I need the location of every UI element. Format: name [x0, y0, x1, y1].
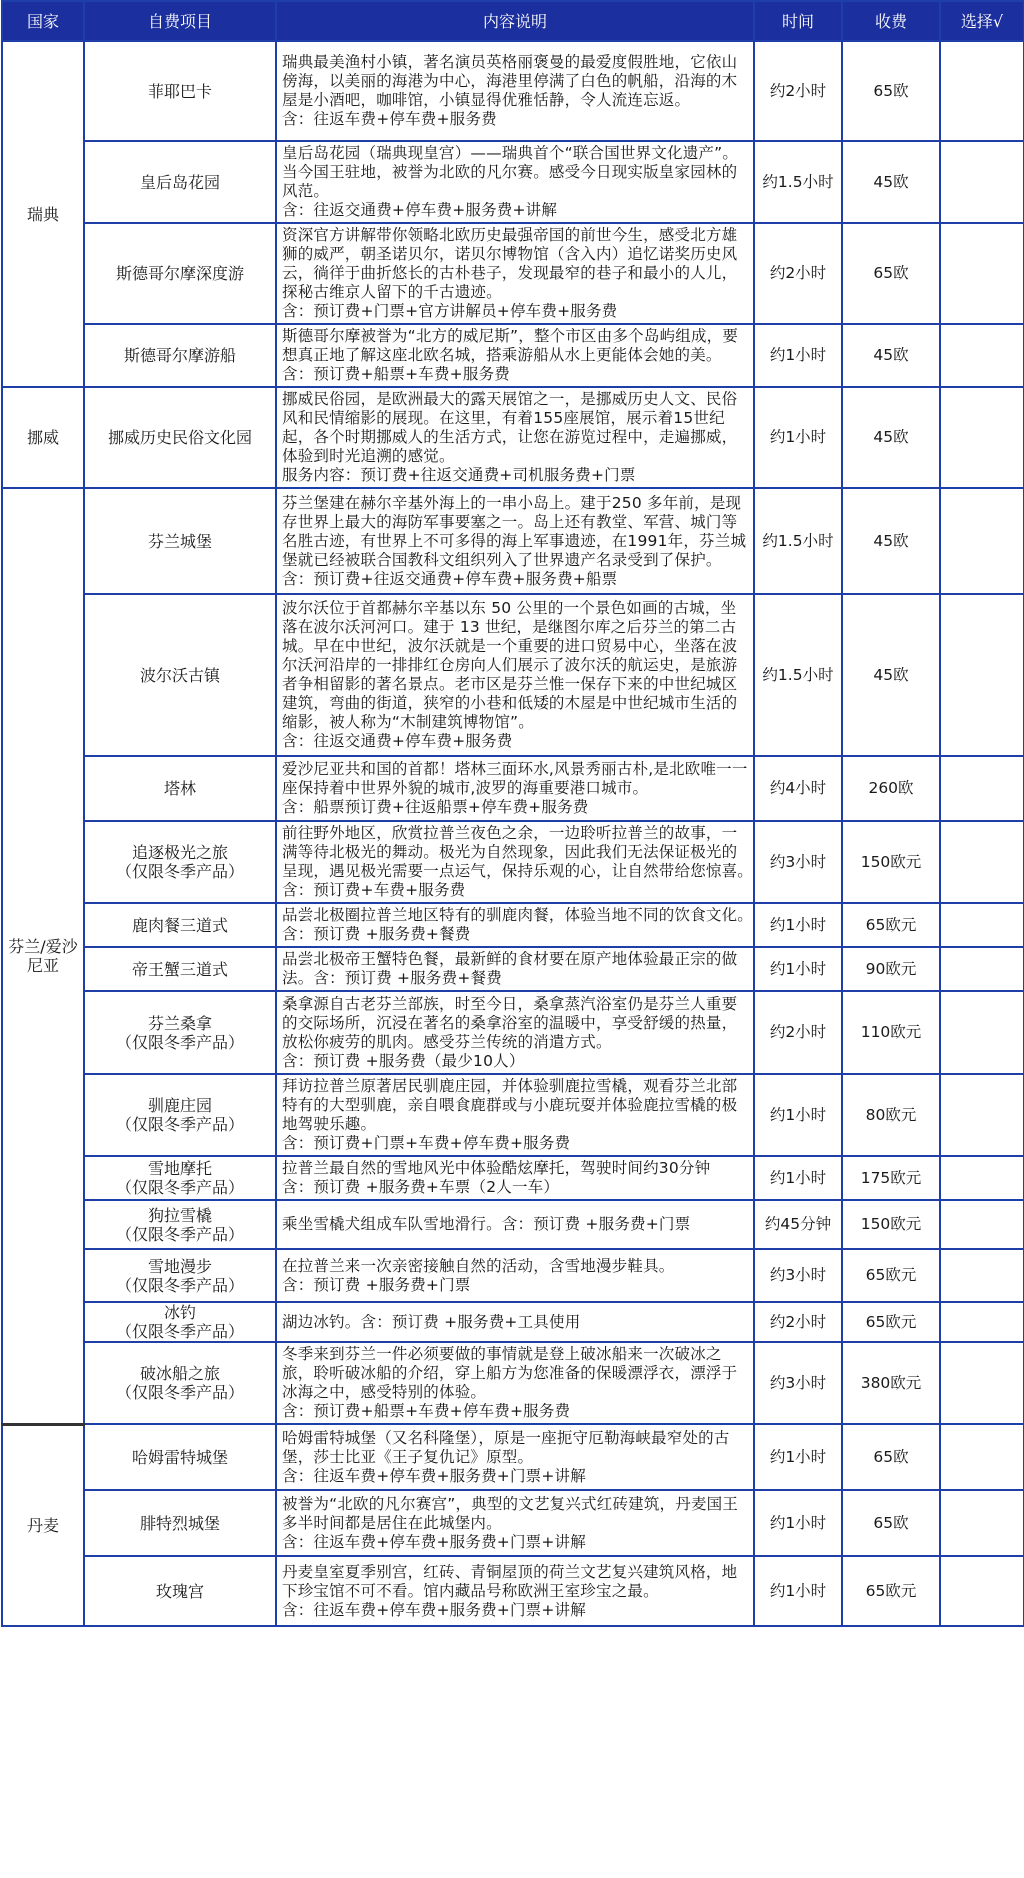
item-name: 波尔沃古镇 — [139, 665, 220, 685]
duration-cell: 约1小时 — [754, 324, 842, 387]
table-row — [2, 594, 1024, 756]
description-cell — [276, 1342, 754, 1424]
country-cell: 芬兰/爱沙尼亚 — [2, 488, 84, 1424]
description-cell — [276, 1249, 754, 1302]
table-row — [2, 41, 1024, 141]
item-season-note: （仅限冬季产品） — [115, 1383, 244, 1402]
duration-cell: 约2小时 — [754, 991, 842, 1074]
item-name: 芬兰城堡 — [147, 531, 212, 551]
duration-cell: 约2小时 — [754, 41, 842, 141]
item-name: 驯鹿庄园 — [147, 1096, 212, 1115]
select-checkbox-cell[interactable] — [940, 1490, 1024, 1556]
header-item: 自费项目 — [84, 1, 276, 41]
item-name-cell — [84, 947, 276, 991]
item-season-note: （仅限冬季产品） — [115, 1032, 244, 1052]
table-row — [2, 1342, 1024, 1424]
duration-cell: 约1小时 — [754, 947, 842, 991]
price-cell: 80欧元 — [842, 1074, 940, 1156]
header-row — [2, 1, 1024, 41]
description-text: 品尝北极圈拉普兰地区特有的驯鹿肉餐，体验当地不同的饮食文化。 含：预订费 +服务费+餐费 — [282, 906, 777, 943]
item-season-note: （仅限冬季产品） — [115, 1115, 244, 1134]
description-includes: 含：预订费+门票+官方讲解员+停车费+服务费 — [282, 302, 618, 320]
duration-cell: 约2小时 — [754, 1302, 842, 1342]
description-cell — [276, 1074, 754, 1156]
header-time: 时间 — [754, 1, 842, 41]
duration-cell: 约1.5小时 — [754, 488, 842, 594]
price-cell: 65欧 — [842, 223, 940, 324]
description-text: 桑拿源自古老芬兰部族，时至今日，桑拿蒸汽浴室仍是芬兰人重要的交际场所，沉浸在著名的桑拿浴室的温暖中，享受舒缓的热量，放松你疲劳的肌肉。感受芬兰传统的消遣方式。 — [282, 994, 738, 1051]
description-cell — [276, 756, 754, 821]
table-body — [2, 41, 1024, 1626]
duration-cell: 约4小时 — [754, 756, 842, 821]
item-name-cell — [84, 1556, 276, 1626]
item-name: 玫瑰宫 — [155, 1581, 204, 1601]
duration-cell: 约1小时 — [754, 1156, 842, 1200]
description-text: 斯德哥尔摩被誉为“北方的威尼斯”，整个市区由多个岛屿组成，要想真正地了解这座北欧名城，搭乘游船从水上更能体会她的美。 含：预订费+船票+车费+服务费 — [282, 327, 746, 383]
table-row — [2, 991, 1024, 1074]
select-checkbox-cell[interactable] — [940, 991, 1024, 1074]
table-row — [2, 1490, 1024, 1556]
description-cell — [276, 1200, 754, 1249]
duration-cell: 约3小时 — [754, 1249, 842, 1302]
description-includes: 含：往返车费+停车费+服务费 — [282, 110, 497, 128]
description-includes: 含：往返车费+停车费+服务费+门票+讲解 — [282, 1600, 586, 1619]
duration-cell: 约1小时 — [754, 1490, 842, 1556]
select-checkbox-cell[interactable] — [940, 903, 1024, 947]
item-name-cell — [84, 991, 276, 1074]
item-name-cell — [84, 1249, 276, 1302]
duration-cell: 约45分钟 — [754, 1200, 842, 1249]
description-cell — [276, 387, 754, 488]
description-text: 拉普兰最自然的雪地风光中体验酷炫摩托，驾驶时间约30分钟 — [282, 1159, 711, 1177]
select-checkbox-cell[interactable] — [940, 1424, 1024, 1490]
item-name: 芬兰桑拿 — [147, 1013, 212, 1033]
description-includes: 含：预订费+船票+车费+停车费+服务费 — [282, 1402, 571, 1420]
table-row — [2, 223, 1024, 324]
select-checkbox-cell[interactable] — [940, 1249, 1024, 1302]
description-text: 乘坐雪橇犬组成车队雪地滑行。含：预订费 +服务费+门票 — [282, 1215, 691, 1233]
description-cell — [276, 1556, 754, 1626]
item-name-cell — [84, 223, 276, 324]
description-includes: 含：往返交通费+停车费+服务费 — [282, 732, 513, 750]
description-cell — [276, 821, 777, 903]
item-name: 腓特烈城堡 — [139, 1513, 220, 1533]
select-checkbox-cell[interactable] — [940, 1302, 1024, 1342]
duration-cell: 约1小时 — [754, 1556, 842, 1626]
description-text: 爱沙尼亚共和国的首都！塔林三面环水,风景秀丽古朴,是北欧唯一一座保持着中世界外貌的城市,波罗的海重要港口城市。 — [282, 760, 748, 797]
item-season-note: （仅限冬季产品） — [115, 1178, 244, 1197]
price-cell: 65欧元 — [842, 903, 940, 947]
description-includes: 含：往返交通费+停车费+服务费+讲解 — [282, 201, 558, 219]
description-cell — [276, 223, 754, 324]
table-row — [2, 1249, 1024, 1302]
price-cell: 110欧元 — [842, 991, 940, 1074]
duration-cell: 约3小时 — [754, 821, 842, 903]
select-checkbox-cell[interactable] — [940, 1556, 1024, 1626]
item-name: 塔林 — [163, 779, 196, 798]
price-cell: 45欧 — [842, 594, 940, 756]
description-text: 芬兰堡建在赫尔辛基外海上的一串小岛上。建于250 多年前，是现存世界上最大的海防军事要塞之一。岛上还有教堂、军营、城门等名胜古迹，有世界上不可多得的海上军事遗迹，在1991年，芬兰城堡就已经被联合国教科文组织列入了世界遗产名录受到了保护。 — [282, 493, 747, 569]
table-row — [2, 1424, 1024, 1490]
select-checkbox-cell[interactable] — [940, 141, 1024, 223]
table-row — [2, 1156, 1024, 1200]
item-name: 挪威历史民俗文化园 — [107, 428, 252, 447]
description-cell — [276, 1424, 754, 1490]
description-text: 湖边冰钓。含：预订费 +服务费+工具使用 — [282, 1312, 581, 1331]
item-name: 雪地摩托 — [147, 1159, 212, 1178]
description-text: 品尝北极帝王蟹特色餐，最新鲜的食材要在原产地体验最正宗的做法。含：预订费 +服务费+餐费 — [282, 950, 738, 987]
item-name-cell — [84, 903, 276, 947]
description-includes: 含：往返车费+停车费+服务费+门票+讲解 — [282, 1466, 586, 1485]
duration-cell: 约1.5小时 — [754, 141, 842, 223]
item-name: 斯德哥尔摩深度游 — [115, 264, 244, 283]
select-checkbox-cell[interactable] — [940, 821, 1024, 903]
description-includes: 含：往返车费+停车费+服务费+门票+讲解 — [282, 1532, 586, 1551]
table-row — [2, 756, 1024, 821]
item-name: 追逐极光之旅 — [131, 843, 228, 862]
item-season-note: （仅限冬季产品） — [115, 1275, 244, 1295]
table-row — [2, 903, 1024, 947]
item-season-note: （仅限冬季产品） — [115, 1224, 244, 1244]
table-row — [2, 1074, 1024, 1156]
description-cell — [276, 41, 754, 141]
item-name: 帝王蟹三道式 — [131, 959, 228, 979]
country-cell: 丹麦 — [2, 1424, 84, 1626]
description-cell — [276, 488, 754, 594]
description-cell — [276, 991, 754, 1074]
description-includes: 含：预订费+门票+车费+停车费+服务费 — [282, 1134, 571, 1152]
description-cell — [276, 1156, 754, 1200]
item-name-cell — [84, 1424, 276, 1490]
item-name-cell — [84, 1074, 276, 1156]
excursion-table — [1, 0, 1024, 1627]
description-includes: 含：预订费 +服务费+车票（2人一车） — [282, 1178, 560, 1196]
price-cell: 45欧 — [842, 324, 940, 387]
header-fee: 收费 — [842, 1, 940, 41]
description-cell — [276, 1302, 754, 1342]
description-cell — [276, 141, 754, 223]
select-checkbox-cell[interactable] — [940, 324, 1024, 387]
price-cell: 90欧元 — [842, 947, 940, 991]
item-season-note: （仅限冬季产品） — [115, 862, 244, 881]
description-cell — [276, 947, 754, 991]
item-name-cell — [84, 488, 276, 594]
price-cell: 65欧 — [842, 41, 940, 141]
price-cell: 65欧元 — [842, 1249, 940, 1302]
price-cell: 175欧元 — [842, 1156, 940, 1200]
country-cell: 挪威 — [2, 387, 84, 488]
price-cell: 65欧元 — [842, 1302, 940, 1342]
select-checkbox-cell[interactable] — [940, 387, 1024, 488]
select-checkbox-cell[interactable] — [940, 947, 1024, 991]
item-name: 斯德哥尔摩游船 — [123, 346, 236, 365]
description-text: 前往野外地区，欣赏拉普兰夜色之余，一边聆听拉普兰的故事，一满等待北极光的舞动。极光为自然现象，因此我们无法保证极光的呈现，遇见极光需要一点运气，保持乐观的心，让自然带给您惊喜。 含：预订费+车费+服务费 — [282, 824, 777, 899]
select-checkbox-cell[interactable] — [940, 756, 1024, 821]
price-cell: 65欧 — [842, 1424, 940, 1490]
duration-cell: 约1小时 — [754, 1424, 842, 1490]
item-name: 冰钓 — [163, 1303, 196, 1322]
item-name: 皇后岛花园 — [139, 172, 220, 192]
item-name-cell — [84, 141, 276, 223]
description-text: 瑞典最美渔村小镇，著名演员英格丽褒曼的最爱度假胜地，它依山傍海，以美丽的海港为中心，海港里停满了白色的帆船，沿海的木屋是小酒吧，咖啡馆，小镇显得优雅恬静，令人流连忘返。 — [282, 53, 738, 109]
item-name: 雪地漫步 — [147, 1256, 212, 1276]
price-cell: 45欧 — [842, 488, 940, 594]
select-checkbox-cell[interactable] — [940, 41, 1024, 141]
price-cell: 380欧元 — [842, 1342, 940, 1424]
table-row — [2, 1556, 1024, 1626]
description-includes: 含：预订费 +服务费（最少10人） — [282, 1051, 525, 1070]
description-includes: 服务内容：预订费+往返交通费+司机服务费+门票 — [282, 466, 636, 484]
header-select: 选择√ — [940, 1, 1024, 41]
item-name-cell — [84, 41, 276, 141]
select-checkbox-cell[interactable] — [940, 1342, 1024, 1424]
item-name-cell — [84, 756, 276, 821]
price-cell: 45欧 — [842, 387, 940, 488]
description-cell — [276, 903, 777, 947]
description-text: 丹麦皇室夏季别宫，红砖、青铜屋顶的荷兰文艺复兴建筑风格，地下珍宝馆不可不看。馆内藏品号称欧洲王室珍宝之最。 — [282, 1562, 738, 1600]
table-row — [2, 821, 1024, 903]
duration-cell: 约1小时 — [754, 387, 842, 488]
description-text: 拜访拉普兰原著居民驯鹿庄园，并体验驯鹿拉雪橇，观看芬兰北部特有的大型驯鹿，亲自喂食鹿群或与小鹿玩耍并体验鹿拉雪橇的极地驾驶乐趣。 — [282, 1077, 738, 1133]
select-checkbox-cell[interactable] — [940, 1156, 1024, 1200]
item-name: 菲耶巴卡 — [147, 81, 212, 101]
description-includes: 含：预订费+往返交通费+停车费+服务费+船票 — [282, 569, 618, 588]
item-season-note: （仅限冬季产品） — [115, 1322, 244, 1341]
duration-cell: 约1.5小时 — [754, 594, 842, 756]
item-name-cell — [84, 1156, 276, 1200]
duration-cell: 约3小时 — [754, 1342, 842, 1424]
table-row — [2, 141, 1024, 223]
item-name-cell — [84, 324, 276, 387]
table-row — [2, 1302, 1024, 1342]
table-row — [2, 324, 1024, 387]
description-text: 被誉为“北欧的凡尔赛宫”，典型的文艺复兴式红砖建筑，丹麦国王多半时间都是居住在此城堡内。 — [282, 1494, 739, 1532]
item-name-cell — [84, 594, 276, 756]
price-cell: 150欧元 — [842, 1200, 940, 1249]
item-name-cell — [84, 821, 276, 903]
select-checkbox-cell[interactable] — [940, 223, 1024, 324]
price-cell: 65欧 — [842, 1490, 940, 1556]
item-name: 破冰船之旅 — [139, 1364, 220, 1383]
table-row — [2, 488, 1024, 594]
table-row — [2, 387, 1024, 488]
header-country: 国家 — [2, 1, 84, 41]
item-name-cell — [84, 387, 276, 488]
header-description: 内容说明 — [276, 1, 754, 41]
item-name-cell — [84, 1342, 276, 1424]
item-name-cell — [84, 1490, 276, 1556]
price-cell: 45欧 — [842, 141, 940, 223]
description-text: 挪威民俗园，是欧洲最大的露天展馆之一，是挪威历史人文、民俗风和民情缩影的展现。在这里，有着155座展馆，展示着15世纪起，各个时期挪威人的生活方式，让您在游览过程中，走遍挪威，体验到时光追溯的感觉。 — [282, 390, 738, 465]
select-checkbox-cell[interactable] — [940, 594, 1024, 756]
item-name: 鹿肉餐三道式 — [131, 915, 228, 935]
description-text: 资深官方讲解带你领略北欧历史最强帝国的前世今生，感受北方雄狮的威严，朝圣诺贝尔，诺贝尔博物馆（含入内）追忆诺奖历史风云，徜徉于曲折悠长的古朴巷子，发现最窄的巷子和最小的人儿，探秘古维京人留下的千古遗迹。 — [282, 226, 738, 301]
item-name-cell — [84, 1200, 276, 1249]
description-cell — [276, 1490, 754, 1556]
price-cell: 150欧元 — [842, 821, 940, 903]
country-cell: 瑞典 — [2, 41, 84, 387]
price-cell: 65欧元 — [842, 1556, 940, 1626]
price-cell: 260欧 — [842, 756, 940, 821]
duration-cell: 约1小时 — [754, 903, 842, 947]
item-name-cell — [84, 1302, 276, 1342]
select-checkbox-cell[interactable] — [940, 1200, 1024, 1249]
duration-cell: 约2小时 — [754, 223, 842, 324]
description-text: 冬季来到芬兰一件必须要做的事情就是登上破冰船来一次破冰之旅，聆听破冰船的介绍，穿上船方为您准备的保暖漂浮衣，漂浮于冰海之中，感受特别的体验。 — [282, 1345, 738, 1401]
description-text: 在拉普兰来一次亲密接触自然的活动，含雪地漫步鞋具。 — [282, 1256, 675, 1275]
description-cell — [276, 324, 754, 387]
description-text: 哈姆雷特城堡（又名科隆堡），原是一座扼守厄勒海峡最窄处的古堡，莎士比亚《王子复仇记》原型。 — [282, 1428, 730, 1466]
duration-cell: 约1小时 — [754, 1074, 842, 1156]
select-checkbox-cell[interactable] — [940, 1074, 1024, 1156]
table-row — [2, 1200, 1024, 1249]
item-name: 狗拉雪橇 — [147, 1205, 212, 1225]
description-includes: 含：预订费 +服务费+门票 — [282, 1275, 471, 1294]
description-text: 皇后岛花园（瑞典现皇宫）——瑞典首个“联合国世界文化遗产”。当今国王驻地，被誉为北欧的凡尔赛。感受今日现实版皇家园林的风范。 — [282, 144, 739, 200]
table-row — [2, 947, 1024, 991]
description-includes: 含：船票预订费+往返船票+停车费+服务费 — [282, 798, 589, 816]
item-name: 哈姆雷特城堡 — [131, 1447, 228, 1467]
description-cell — [276, 594, 754, 756]
select-checkbox-cell[interactable] — [940, 488, 1024, 594]
description-text: 波尔沃位于首都赫尔辛基以东 50 公里的一个景色如画的古城，坐落在波尔沃河河口。建于 13 世纪，是继图尔库之后芬兰的第二古城。早在中世纪，波尔沃就是一个重要的进口贸易中心，坐落在波尔沃河沿岸的一排排红仓房向人们展示了波尔沃的航运史，是旅游者争相留影的著名景点。老市区是芬兰惟一保存下来的中世纪城区建筑，弯曲的街道，狭窄的小巷和低矮的木屋是中世纪城市生活的缩影，被人称为“木制建筑博物馆”。 — [282, 599, 738, 731]
